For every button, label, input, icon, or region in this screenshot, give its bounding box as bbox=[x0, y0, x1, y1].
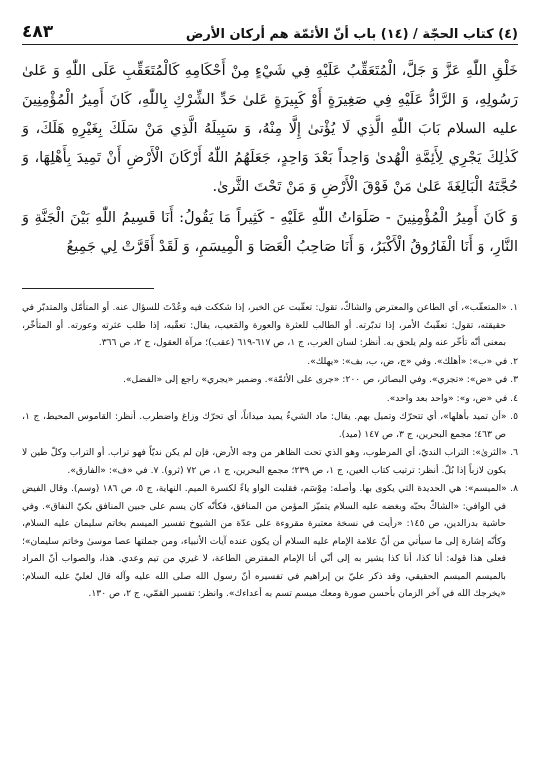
footnote: ٢. في «ب»: «أهلك». وفي «ج، ض، ب، بف»: «يهلك». bbox=[307, 355, 518, 367]
book-page bbox=[22, 14, 518, 754]
main-paragraph: خَلْقِ اللّٰهِ عَزَّ وَ جَلَّ، الْمُتَعَقِّبُ عَلَيْهِ فِي شَيْءٍ مِنْ أَحْكَامِهِ كَالْمُتَعَقِّبِ عَلَى اللّٰهِ وَ عَلىٰ رَسُولِهِ، وَ الرَّادُّ عَلَيْهِ فِي صَغِيرَةٍ أَوْ كَبِيرَةٍ عَلىٰ حَدِّ الشِّرْكِ بِاللّٰهِ، كَانَ أَمِيرُ الْمُؤْمِنِينَ عليه السلام بَابَ اللّٰهِ الَّذِي لَا يُؤْتىٰ إِلَّا مِنْهُ، وَ سَبِيلَهُ الَّذِي مَنْ سَلَكَ بِغَيْرِهِ هَلَكَ، وَ كَذٰلِكَ يَجْرِي لِأَئِمَّةِ الْهُدىٰ وَاحِداً بَعْدَ وَاحِدٍ، جَعَلَهُمُ اللّٰهُ أَرْكَانَ الْأَرْضِ أَنْ تَمِيدَ بِأَهْلِهَا، وَ حُجَّتَهُ الْبَالِغَةَ عَلىٰ مَنْ فَوْقَ الْأَرْضِ وَ مَنْ تَحْتَ الثَّرىٰ. bbox=[22, 63, 518, 195]
footnote-separator bbox=[22, 288, 154, 289]
footnote: ١. «المتعقّب»، أي الطاعن والمعترض والشاكّ، تقول: تعقّبت عن الخبر، إذا شككت فيه وعُدْتَ للسؤال عنه. أو المتأمّل والمتدبّر في حقيقته، تقول: تعقّبتُ الأمر، إذا تدبّرته. أو الطالب للعثرة والعورة والمَعيب، يقال: تعقّبه، إذا طلب عثرته وعورته. أو المتأخّر، بمعنى أنّه تأخّر عنه ولم يلحق به. أنظر: لسان العرب، ج ١، ص ٦١٧-٦١٩ (عقب)؛ مرآة العقول، ج ٢، ص ٣٦٦. bbox=[22, 302, 518, 348]
page-header bbox=[22, 14, 518, 45]
main-paragraph: وَ كَانَ أَمِيرُ الْمُؤْمِنِينَ - صَلَوَاتُ اللّٰهِ عَلَيْهِ - كَثِيراً مَا يَقُولُ: أَنَا قَسِيمُ اللّٰهِ بَيْنَ الْجَنَّةِ وَ النَّارِ، وَ أَنَا الْفَارُوقُ الْأَكْبَرُ، وَ أَنَا صَاحِبُ الْعَصَا وَ الْمِيسَمِ، وَ لَقَدْ أَقَرَّتْ لِي جَمِيعُ bbox=[22, 210, 518, 255]
page-number: ٤٨٣ bbox=[22, 22, 54, 42]
footnote: ٦. «الثرىٰ»: التراب النديّ، أي المرطوب، وهو الذي تحت الظاهر من وجه الأرض، فإن لم يكن نديّاً فهو تراب. أو التراب وكلّ طين لا يكون لازباً إذا بُلّ. أنظر: ترتيب كتاب العين، ج ١، ص ٢٣٩؛ مجمع البحرين، ج ١، ص ٧٢ (ثرو). ٧. في «ف»: «الفارق». bbox=[22, 447, 518, 476]
footnotes bbox=[22, 299, 518, 603]
main-text bbox=[22, 57, 518, 262]
running-title: (٤) كتاب الحجّة / (١٤) باب أنّ الأئمّة هم أركان الأرض bbox=[185, 27, 518, 42]
footnote: ٥. «أن تميد بأهلها»، أي تتحرّك وتميل بهم. يقال: ماد الشيءُ يميد ميداناً، أي تحرّك وزاغ واضطرب. أنظر: القاموس المحيط، ج ١، ص ٤٦٣؛ مجمع البحرين، ج ٣، ص ١٤٧ (ميد). bbox=[22, 411, 518, 440]
footnote: ٣. في «ض»: «تجري». وفي البصائر، ص ٢٠٠: «جرى على الأئمّة». وضمير «يجري» راجع إلى «الفضل». bbox=[123, 374, 518, 385]
footnote: ٨. «الميسم»: هي الحديدة التي يكوى بها. وأصله: مِوْسَم، فقلبت الواو ياءً لكسرة الميم. النهاية، ج ٥، ص ١٨٦ (وسم). وقال الفيض في الوافي: «الشاكّ بحبّه وبغضه عليه السلام يتميّز المؤمن من المنافق، فكأنّه كان يسم على جبين المنافق بكيّ النفاق». وفي حاشية بدرالدين، ص ١٤٥: «رأيت في نسخة معتبرة مقروءة على عدّة من الشيوخ تفسير الميسم بخاتم سليمان عليه السلام، وكأنّه إشارة إلى ما سيأتي من أنّ علامة الإمام عليه السلام أن يكون عنده آيات الأنبياء، ومن جملتها عصا موسىٰ وخاتم سليمان»؛ فعلى هذا قوله: أنا كذا، أنا كذا يشير به إلى أنّي أنا الإمام المفترض الطاعة، لا غيري من تيم وعدي. هذا، والصواب أنّ المراد بالميسم الميسم الحقيقي، وقد ذكر عليّ بن إبراهيم في تفسيره أنّ رسول الله صلى الله عليه وآله قال لعليّ عليه السلام: «يخرجك الله في آخر الزمان بأحسن صورة ومعك ميسم تسم به أعداءك». وانظر: تفسير القمّي، ج ٢، ص ١٣٠. bbox=[22, 483, 518, 599]
footnote-separator-wrap bbox=[22, 262, 518, 299]
footnote: ٤. في «ض، و»: «واحد بعد واحد». bbox=[386, 392, 518, 404]
